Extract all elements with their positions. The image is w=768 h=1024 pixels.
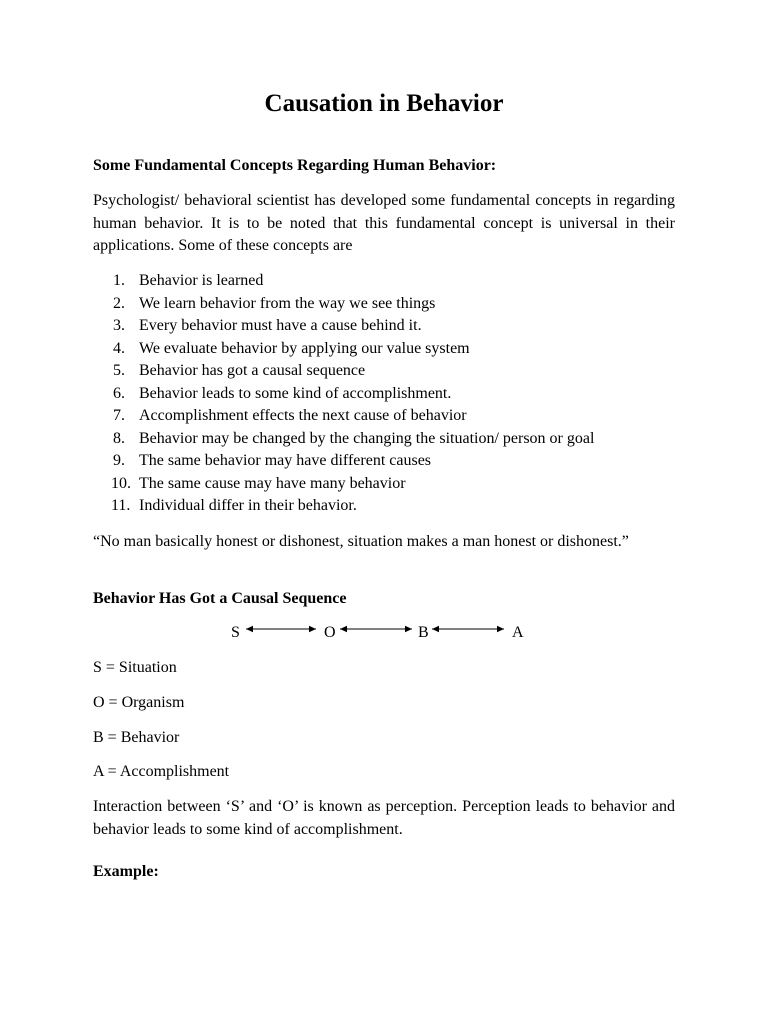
- definition-accomplishment: A = Accomplishment: [93, 763, 230, 780]
- definition-situation: S = Situation: [93, 659, 177, 676]
- intro-paragraph: Psychologist/ behavioral scientist has developed some fundamental concepts in regarding human behavior. It is to be noted that this fundamental concept is universal in their applications. Some of these concepts are: [93, 192, 675, 254]
- list-item: 4. We evaluate behavior by applying our value system: [113, 339, 470, 357]
- sequence-node-a: A: [512, 624, 524, 641]
- example-heading: Example:: [93, 863, 159, 880]
- quote-paragraph: “No man basically honest or dishonest, situation makes a man honest or dishonest.”: [93, 533, 629, 550]
- list-item: 2. We learn behavior from the way we see things: [113, 294, 436, 312]
- page-title: Causation in Behavior: [264, 90, 504, 117]
- sequence-node-s: S: [231, 624, 240, 641]
- interaction-paragraph: Interaction between ‘S’ and ‘O’ is known as perception. Perception leads to behavior and behavior leads to some kind of accomplishment.: [93, 798, 675, 838]
- causal-sequence-diagram: [0, 618, 768, 648]
- definition-behavior: B = Behavior: [93, 729, 180, 746]
- list-item: 11. Individual differ in their behavior.: [111, 497, 357, 514]
- list-item: 10. The same cause may have many behavior: [111, 474, 406, 492]
- sequence-arrows: [0, 618, 768, 648]
- list-item: 8. Behavior may be changed by the changing the situation/ person or goal: [113, 429, 595, 447]
- list-item: 9. The same behavior may have different causes: [113, 452, 432, 469]
- list-item: 5. Behavior has got a causal sequence: [113, 362, 366, 379]
- sequence-node-b: B: [418, 624, 429, 641]
- sequence-node-o: O: [324, 624, 336, 641]
- definition-organism: O = Organism: [93, 694, 185, 711]
- section-heading-fundamental-concepts: Some Fundamental Concepts Regarding Human Behavior:: [93, 157, 497, 174]
- list-item: 6. Behavior leads to some kind of accomplishment.: [113, 384, 452, 402]
- section-heading-causal-sequence: Behavior Has Got a Causal Sequence: [93, 590, 347, 607]
- concepts-list: [93, 270, 675, 518]
- list-item: 3. Every behavior must have a cause behind it.: [113, 317, 422, 334]
- list-item: 1. Behavior is learned: [113, 272, 264, 289]
- list-item: 7. Accomplishment effects the next cause of behavior: [113, 407, 467, 424]
